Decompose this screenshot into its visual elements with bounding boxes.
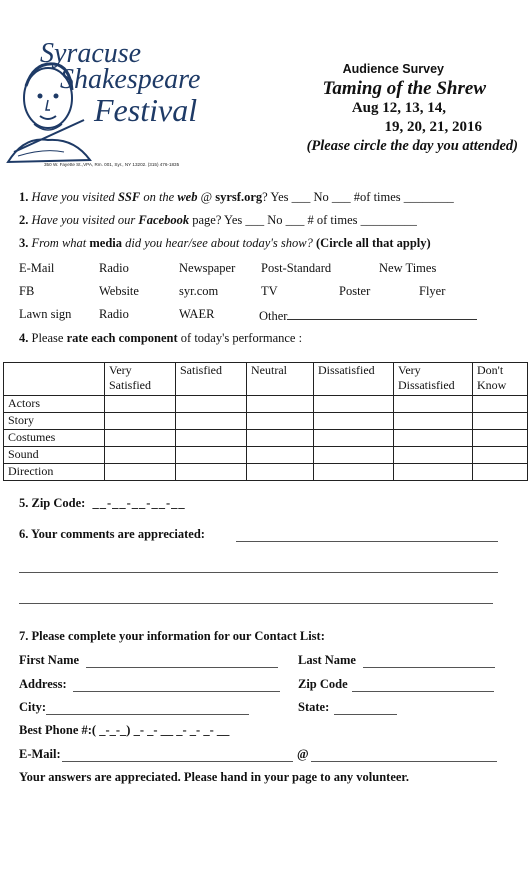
media-option-website[interactable]: Website bbox=[99, 284, 139, 298]
rating-cell[interactable] bbox=[314, 413, 394, 430]
table-row bbox=[4, 464, 528, 481]
rating-cell[interactable] bbox=[473, 447, 528, 464]
first-name-label: First Name bbox=[19, 653, 80, 667]
address-field[interactable] bbox=[73, 691, 280, 692]
table-row bbox=[4, 396, 528, 413]
col-very-dissatisfied: Very Dissatisfied bbox=[394, 363, 473, 396]
dates-line-1: Aug 12, 13, 14, bbox=[351, 100, 446, 116]
question-rate: 4. Please rate each component of today's performance : bbox=[19, 331, 303, 345]
comments-line-2[interactable] bbox=[19, 572, 498, 573]
rating-cell[interactable] bbox=[473, 413, 528, 430]
media-option-newspaper[interactable]: Newspaper bbox=[179, 261, 236, 275]
rating-cell[interactable] bbox=[473, 430, 528, 447]
last-name-field[interactable] bbox=[363, 667, 495, 668]
email-domain-field[interactable] bbox=[311, 761, 497, 762]
contact-list-title: 7. Please complete your information for our Contact List: bbox=[19, 629, 325, 643]
rating-cell[interactable] bbox=[394, 396, 473, 413]
rating-cell[interactable] bbox=[176, 413, 247, 430]
logo-line-2: Shakespeare bbox=[60, 64, 201, 95]
zip-code-question: 5. Zip Code: __-__-__-__-__ bbox=[19, 496, 186, 510]
rating-cell[interactable] bbox=[314, 447, 394, 464]
rating-cell[interactable] bbox=[473, 396, 528, 413]
email-label: E-Mail: bbox=[19, 747, 61, 761]
logo-line-3: Festival bbox=[94, 92, 198, 128]
media-option-other[interactable]: Other bbox=[259, 307, 477, 324]
col-very-satisfied: Very Satisfied bbox=[105, 363, 176, 396]
rating-cell[interactable] bbox=[394, 413, 473, 430]
city-field[interactable] bbox=[46, 714, 249, 715]
rating-cell[interactable] bbox=[105, 430, 176, 447]
rating-cell[interactable] bbox=[314, 396, 394, 413]
row-label-story: Story bbox=[4, 413, 105, 430]
rating-cell[interactable] bbox=[473, 464, 528, 481]
rating-cell[interactable] bbox=[105, 447, 176, 464]
email-user-field[interactable] bbox=[62, 761, 293, 762]
row-label-sound: Sound bbox=[4, 447, 105, 464]
zip-field[interactable] bbox=[352, 691, 494, 692]
rating-cell[interactable] bbox=[394, 430, 473, 447]
rating-corner-cell bbox=[4, 363, 105, 396]
comments-question: 6. Your comments are appreciated: bbox=[19, 527, 205, 541]
media-option-lawn-sign[interactable]: Lawn sign bbox=[19, 307, 72, 321]
rating-cell[interactable] bbox=[176, 464, 247, 481]
media-option-post-standard[interactable]: Post-Standard bbox=[261, 261, 332, 275]
media-option-syr-com[interactable]: syr.com bbox=[179, 284, 219, 298]
media-option-flyer[interactable]: Flyer bbox=[419, 284, 446, 298]
survey-label: Audience Survey bbox=[342, 62, 444, 76]
col-dont-know: Don't Know bbox=[473, 363, 528, 396]
media-option-email[interactable]: E-Mail bbox=[19, 261, 55, 275]
media-option-poster[interactable]: Poster bbox=[339, 284, 371, 298]
media-option-radio-2[interactable]: Radio bbox=[99, 307, 129, 321]
question-facebook: 2. Have you visited our Facebook page? Yes ___ No ___ # of times _________ bbox=[19, 213, 417, 227]
rating-table bbox=[3, 362, 528, 481]
rating-cell[interactable] bbox=[176, 396, 247, 413]
row-label-actors: Actors bbox=[4, 396, 105, 413]
rating-header-row bbox=[4, 363, 528, 396]
rating-cell[interactable] bbox=[247, 413, 314, 430]
state-field[interactable] bbox=[334, 714, 397, 715]
row-label-costumes: Costumes bbox=[4, 430, 105, 447]
rating-cell[interactable] bbox=[176, 447, 247, 464]
dates-line-2: 19, 20, 21, 2016 bbox=[384, 119, 482, 135]
table-row bbox=[4, 430, 528, 447]
rating-cell[interactable] bbox=[314, 430, 394, 447]
rating-cell[interactable] bbox=[314, 464, 394, 481]
festival-logo bbox=[4, 38, 236, 170]
media-option-radio[interactable]: Radio bbox=[99, 261, 129, 275]
closing-note: Your answers are appreciated. Please hand in your page to any volunteer. bbox=[19, 770, 409, 784]
state-label: State: bbox=[298, 700, 330, 714]
logo-line-1: Syracuse bbox=[40, 38, 142, 69]
row-label-direction: Direction bbox=[4, 464, 105, 481]
circle-instruction: (Please circle the day you attended) bbox=[306, 138, 518, 154]
first-name-field[interactable] bbox=[86, 667, 278, 668]
logo-address: 350 W. Fayette St.,VPA, Rm. 001, Syr., NY 13202. (315) 476-1835 bbox=[44, 162, 180, 167]
media-option-new-times[interactable]: New Times bbox=[379, 261, 437, 275]
address-label: Address: bbox=[19, 677, 67, 691]
rating-cell[interactable] bbox=[247, 430, 314, 447]
comments-line-1[interactable] bbox=[236, 541, 498, 542]
rating-cell[interactable] bbox=[247, 464, 314, 481]
rating-cell[interactable] bbox=[394, 447, 473, 464]
table-row bbox=[4, 447, 528, 464]
media-option-waer[interactable]: WAER bbox=[179, 307, 215, 321]
col-satisfied: Satisfied bbox=[176, 363, 247, 396]
question-web: 1. Have you visited SSF on the web @ syrsf.org? Yes ___ No ___ #of times ________ bbox=[19, 190, 454, 204]
last-name-label: Last Name bbox=[298, 653, 356, 667]
rating-cell[interactable] bbox=[105, 413, 176, 430]
question-media: 3. From what media did you hear/see about today's show? (Circle all that apply) bbox=[19, 236, 431, 250]
play-title: Taming of the Shrew bbox=[322, 78, 486, 99]
phone-field[interactable]: Best Phone #:( _-_-_) _- _- __ _- _- _- __ bbox=[19, 723, 230, 737]
city-label: City: bbox=[19, 700, 47, 714]
table-row bbox=[4, 413, 528, 430]
rating-cell[interactable] bbox=[247, 447, 314, 464]
media-option-tv[interactable]: TV bbox=[261, 284, 278, 298]
zip-label: Zip Code bbox=[298, 677, 348, 691]
col-dissatisfied: Dissatisfied bbox=[314, 363, 394, 396]
col-neutral: Neutral bbox=[247, 363, 314, 396]
comments-line-3[interactable] bbox=[19, 603, 493, 604]
other-blank[interactable] bbox=[287, 307, 477, 320]
rating-cell[interactable] bbox=[394, 464, 473, 481]
email-at-sign: @ bbox=[297, 747, 309, 761]
rating-cell[interactable] bbox=[247, 396, 314, 413]
rating-cell[interactable] bbox=[105, 396, 176, 413]
zip-code-blanks[interactable]: __-__-__-__-__ bbox=[92, 496, 186, 510]
rating-cell[interactable] bbox=[105, 464, 176, 481]
media-option-fb[interactable]: FB bbox=[19, 284, 35, 298]
rating-cell[interactable] bbox=[176, 430, 247, 447]
